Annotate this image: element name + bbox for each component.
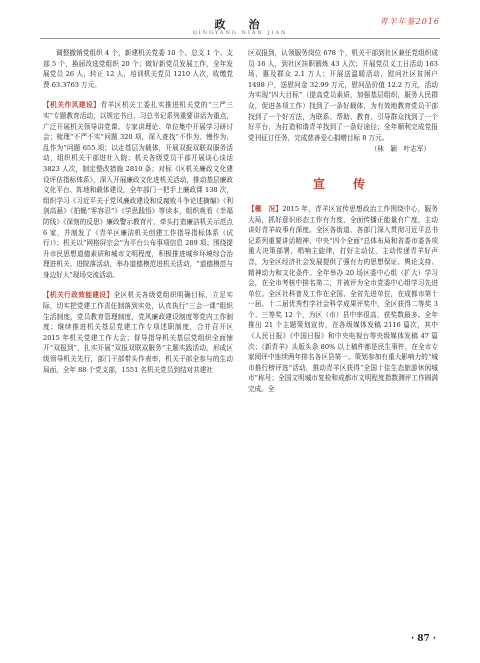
section-efficiency-paragraph: [43, 290, 233, 375]
section-organ-style-tag: 【机关作风建设】: [43, 101, 101, 110]
right-column: [248, 48, 438, 395]
section-organ-style-paragraph: [43, 100, 233, 280]
intro-paragraph: 调整撤销党组织 4 个，新建机关党委 10 个、总支 1 个、支部 5 个，换届改选党组织 20 个；做好新党员发展工作，全年发展党员 26 人，转正 12 人，培训机关党员 1210 人次，收缴党费 63.3763 万元。: [43, 49, 233, 89]
overview-text: 2015 年，青羊区宣传思想政治工作围绕中心，服务大局，抓好意识形态工作有力度，全面传播正能量有广度，主动讲好青羊故事有深度。全区各街道、各部门深入贯彻习近平总书记系列重要讲话精神、中央“四个全面”总体布局和省委市委各项重大决策部署，唱响主旋律，打好主动仗，主动传递青羊好声音，为全区经济社会发展提供了强有力的思想保证、舆论支持、精神动力和文化条件。全年举办 20 场区委中心组（扩大）学习会，在全市考核中排名第二，并被评为全市党委中心组学习先进单位。全区社科普及工作在全国、全省先进单位，在成都市第十一届、十二届优秀哲学社会科学成果评奖中，全区获得二等奖 3 个、三等奖 12 个，为区（市）县中率很高，获奖数最多。全年推出 21 个主题策划宣传，在各级媒体发稿 2116 篇次，其中《人民日报》《中国日报》和中央电视台等央级媒体发稿 47 篇次；《新青羊》头版头条 80% 以上稿件都是民生事件，在全市专家阅评中连续两年排名各区县第一。策划参加有重大影响力的“城市推行榜评选”活动，推动青羊区获得“全国十佳生态旅游休闲城市”称号；全国文明城市复检和成都市文明程度指数测评工作圆满完成。全: [248, 204, 438, 394]
section-efficiency-text: 全区机关各级党组织明确目标，立足实际，切实把党建工作责任制落到实处，认真执行“三会一课”组织生活制度，党员教育管理制度，党风廉政建设制度等党内工作制度；继续推进机关基层党建工作专项述职制度，合并召开区 2015 年机关党建工作大会；督导指导机关基层党组织全面铺开“双报到”，扎实开展“双报双联双服务”主题实践活动，形成区级领导机关先行，部门干部带头作表率，机关干部全参与的生动局面，全年 88 个党支部，1551 名机关党员到结对共建社: [43, 291, 234, 374]
continued-paragraph: 区双报到，认领服务岗位 678 个，机关干部到社区兼任党组织成员 16 人，到社区挂职锻炼 43 人次；开展党员义工日活动 163 场，惠及群众 2.1 万人；开展送温暖活动，慰问社区贫困户 1498 户，送慰问金 32.99 万元，慰问品价值 12.2 万元，活动为实现“四大目标”（提高党员素质，加强基层组织，服务人民群众，促进各项工作）找到了一条好载体，为有效地教育党员干部找到了一个好方法，为联系、帮助、教育、引导群众找到了一个好平台，为打造和谐青羊找到了一条好途径；全年顺利完成党报党刊征订任务，完成慈善爱心捐赠目标 8 万元。: [248, 49, 438, 142]
header-divider: [40, 38, 440, 39]
page-number: · 87 ·: [410, 634, 436, 644]
section-efficiency-tag: 【机关行政效能建设】: [43, 291, 114, 300]
overview-tag: 【概 况】: [248, 204, 283, 213]
section-organ-style-text: 青羊区机关工委扎实推进机关党的“三严三实”专题教育活动，以规定书目、习总书记系列重要讲话为重点，广泛开展机关领导讲党课、专家讲理论、单位集中开展学习研讨会；梳理“不严不实”问题 320 项，深入查找“不作为、慢作为、乱作为”问题 655 项；以走基层为载体，开展双报双联双服务活动，组织机关干部进社入院；机关各级党员干部开展谈心谈话 3823 人次，制定整改措施 2810 条；对标《区机关廉政文化建设评估指标体系》，深入开展廉政文化进机关活动，推动基层廉政文化平台、阵地和载体建设，全年部门一把手上廉政课 138 次，组织学习《习近平关于党风廉政建设和反腐败斗争论述摘编》《利剑高悬》《拍蝇“零容忍”》《学思践悟》等读本，组织观看《幸福防线》《深刻的反思》廉政警示教育片，牵头打造廉洁机关示范点 6 家，并制发了《青羊区廉洁机关创建工作指导指标体系（试行）》；机关以“网格屏宗会”为平台公布事项信息 289 项；围绕提升市民思想道德素质和城市文明程度，积极推进城乡环境综合治理进机关、进院落活动，举办道德模范进机关活动，“道德模范与身边好人”现场交流活动。: [43, 101, 234, 279]
author-signature: （林 颖 叶志军）: [370, 145, 430, 154]
section-heading-propaganda: 宣 传: [312, 176, 373, 191]
left-column: [43, 48, 233, 375]
running-header-subtitle: QINGYANG NIAN JIAN: [192, 30, 288, 36]
running-header-title: 政 治: [214, 18, 266, 31]
yearbook-label: 青羊年鉴2016: [379, 17, 440, 26]
overview-paragraph: [248, 204, 438, 395]
